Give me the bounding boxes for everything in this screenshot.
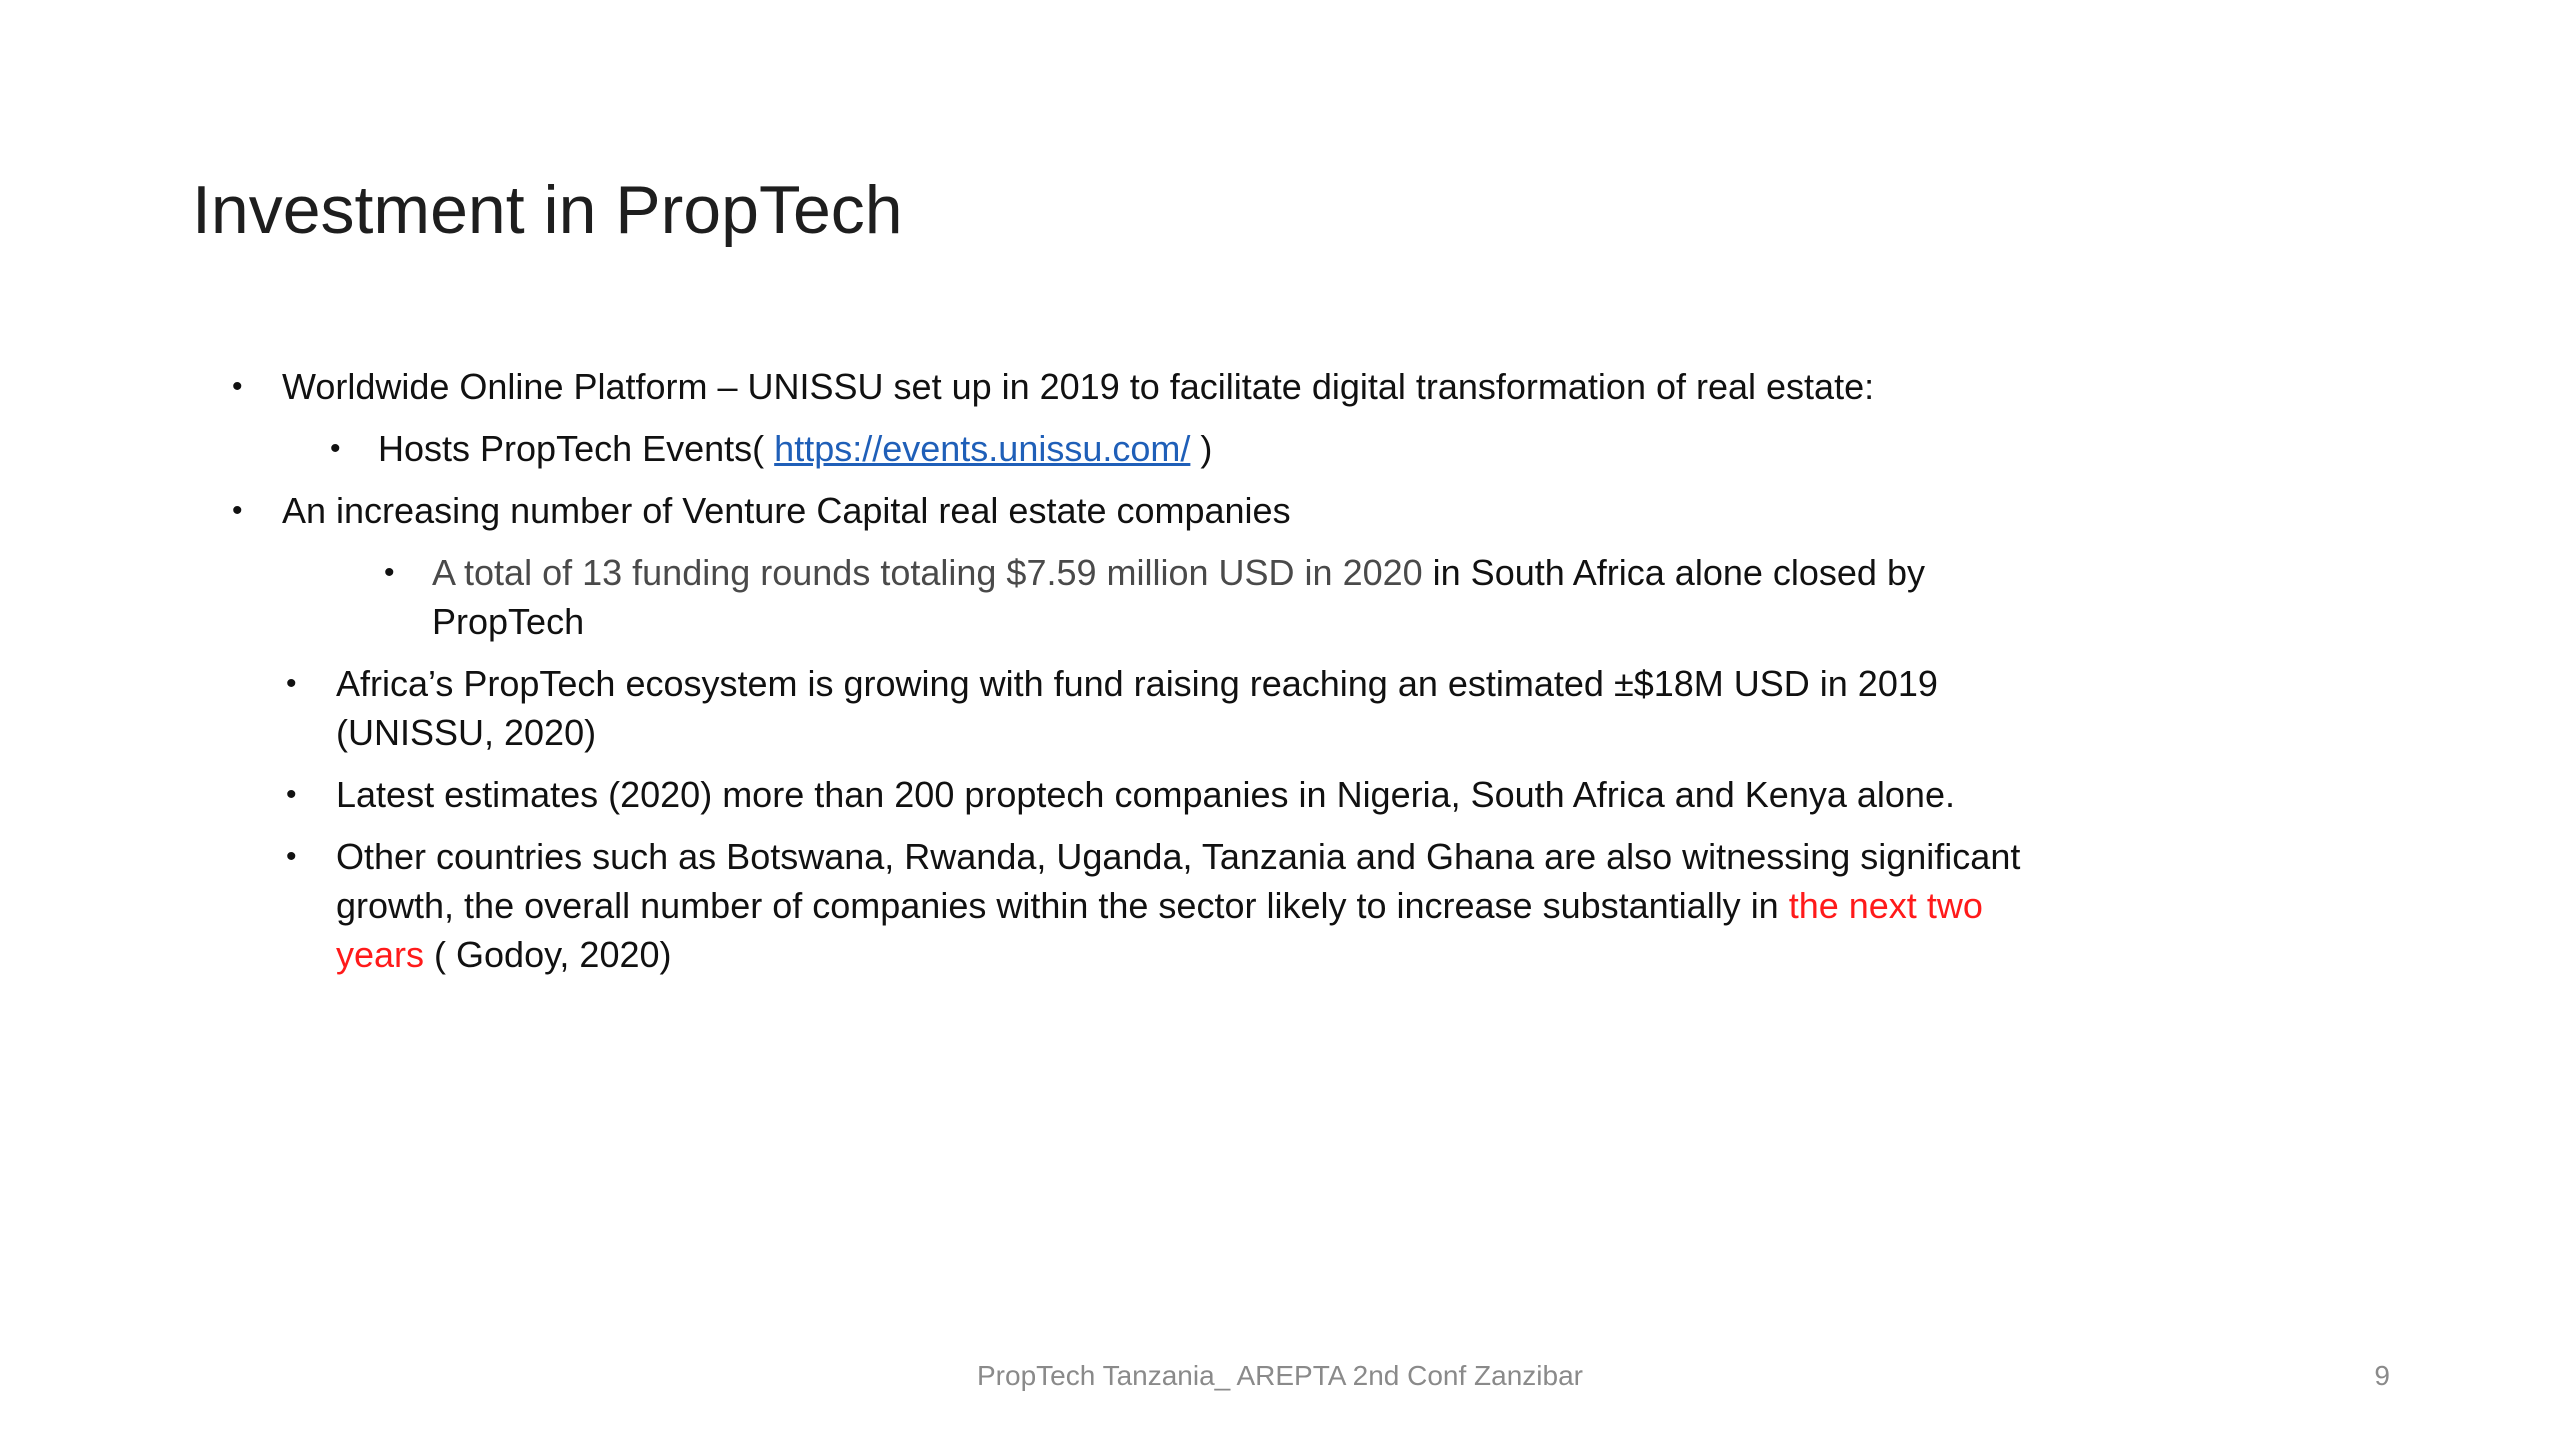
slide-title: Investment in PropTech <box>192 172 903 248</box>
bullet-text-highlight: the next two years <box>336 885 1983 975</box>
bullet-item-worldwide-platform <box>0 362 2062 411</box>
bullet-icon: • <box>286 840 297 873</box>
bullet-icon: • <box>286 667 297 700</box>
bullet-item-latest-estimates <box>0 770 2076 819</box>
bullet-icon: • <box>384 556 395 589</box>
bullet-icon: • <box>232 370 243 403</box>
bullet-text <box>378 424 2078 473</box>
bullet-text: Africa’s PropTech ecosystem is growing with fund raising reaching an estimated ±$18M USD in 2019 (UNISSU, 2020) <box>336 663 1938 753</box>
page-number: 9 <box>2374 1360 2390 1391</box>
bullet-item-ecosystem <box>0 659 2076 757</box>
bullet-item-funding-rounds <box>0 548 2012 646</box>
bullet-item-other-countries <box>0 832 2076 979</box>
slide-content <box>0 362 2560 992</box>
slide-footer: PropTech Tanzania_ AREPTA 2nd Conf Zanzibar <box>977 1360 1583 1391</box>
bullet-text: An increasing number of Venture Capital real estate companies <box>282 490 1291 531</box>
bullet-icon: • <box>232 494 243 527</box>
bullet-item-hosts-events <box>0 424 2078 473</box>
bullet-text-main: Other countries such as Botswana, Rwanda, Uganda, Tanzania and Ghana are also witnessing significant growth, the overall number of companies within the sector likely to increase substantially in <box>336 836 2021 926</box>
bullet-text-prefix: Hosts PropTech Events( <box>378 428 775 469</box>
bullet-icon: • <box>330 432 341 465</box>
bullet-text-suffix: ) <box>1190 428 1213 469</box>
bullet-text <box>432 548 2012 646</box>
bullet-text: Latest estimates (2020) more than 200 proptech companies in Nigeria, South Africa and Kenya alone. <box>336 774 1955 815</box>
bullet-text <box>336 832 2076 979</box>
bullet-text-rest: in South Africa alone closed by PropTech <box>432 552 1925 642</box>
bullet-text-grey: A total of 13 funding rounds totaling $7.59 million USD in 2020 <box>432 552 1423 593</box>
bullet-item-venture-capital <box>0 486 2062 535</box>
bullet-text: Worldwide Online Platform – UNISSU set up in 2019 to facilitate digital transformation of real estate: <box>282 366 1875 407</box>
bullet-icon: • <box>286 778 297 811</box>
bullet-text-suffix: ( Godoy, 2020) <box>424 934 672 975</box>
events-link[interactable]: https://events.unissu.com/ <box>774 428 1191 469</box>
